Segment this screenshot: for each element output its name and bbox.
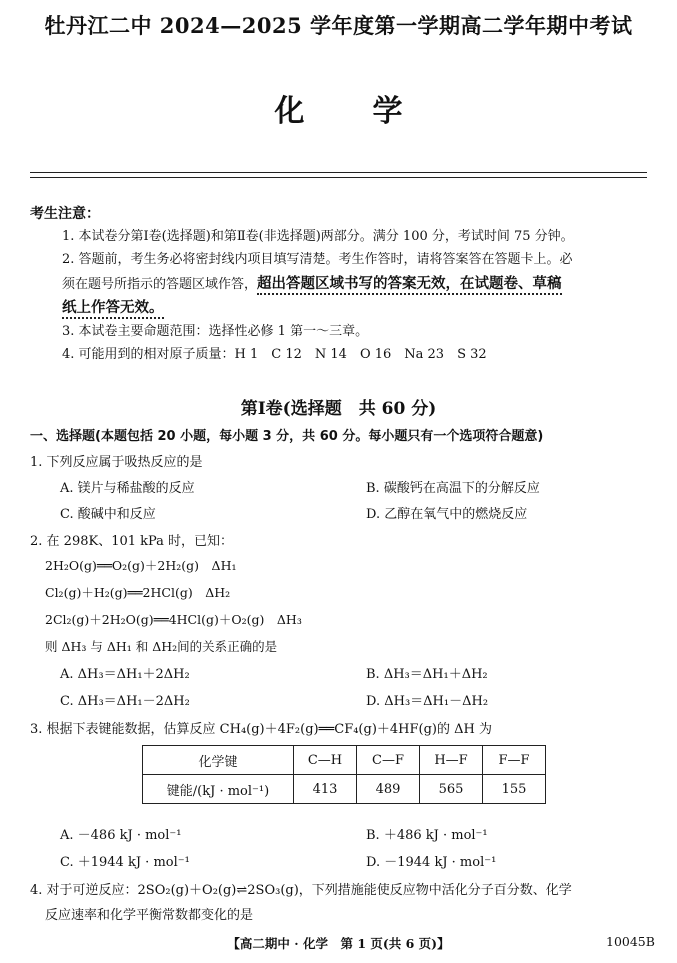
q2-stem: 2. 在 298K、101 kPa 时，已知： — [30, 534, 234, 549]
table-header-cell: F—F — [483, 746, 546, 775]
q3-option-d: D. －1944 kJ · mol⁻¹ — [366, 855, 497, 870]
notice-item-4: 4. 可能用到的相对原子质量：H 1 C 12 N 14 O 16 Na 23 S 32 — [62, 347, 487, 362]
q3-option-b: B. ＋486 kJ · mol⁻¹ — [366, 828, 488, 843]
q1-stem: 1. 下列反应属于吸热反应的是 — [30, 455, 203, 470]
q4-stem-line2: 反应速率和化学平衡常数都变化的是 — [45, 908, 254, 923]
table-cell: 565 — [420, 775, 483, 804]
notice-warning: 超出答题区域书写的答案无效，在试题卷、草稿 — [257, 276, 562, 295]
q4-stem-line1: 4. 对于可逆反应：2SO₂(g)＋O₂(g)⇌2SO₃(g)，下列措施能使反应物中活化分子百分数、化学 — [30, 883, 572, 898]
part-title: 一、选择题(本题包括 20 小题，每小题 3 分，共 60 分。每小题只有一个选项符合题意) — [30, 429, 544, 444]
table-cell: 键能/(kJ · mol⁻¹) — [143, 775, 294, 804]
q2-equation-1: 2H₂O(g)══O₂(g)＋2H₂(g) ΔH₁ — [45, 558, 237, 573]
q1-option-c: C. 酸碱中和反应 — [60, 507, 156, 522]
subject-title: 化学 — [274, 94, 471, 129]
section-title: 第Ⅰ卷(选择题 共 60 分) — [240, 399, 437, 419]
table-cell: 489 — [357, 775, 420, 804]
paper-code: 10045B — [606, 934, 655, 949]
table-header-cell: H—F — [420, 746, 483, 775]
notice-item-2-text: 须在题号所指示的答题区域作答， — [62, 277, 258, 292]
table-cell: 413 — [294, 775, 357, 804]
q2-option-a: A. ΔH₃＝ΔH₁＋2ΔH₂ — [60, 667, 190, 682]
notice-item-3: 3. 本试卷主要命题范围：选择性必修 1 第一～三章。 — [62, 324, 369, 339]
q2-question: 则 ΔH₃ 与 ΔH₁ 和 ΔH₂间的关系正确的是 — [45, 639, 278, 654]
q3-option-a: A. －486 kJ · mol⁻¹ — [60, 828, 182, 843]
q2-equation-3: 2Cl₂(g)＋2H₂O(g)══4HCl(g)＋O₂(g) ΔH₃ — [45, 612, 302, 627]
bond-energy-table — [142, 745, 546, 804]
header-rule-top — [30, 172, 647, 173]
table-header-cell: C—H — [294, 746, 357, 775]
notice-warning-end: 纸上作答无效。 — [62, 300, 164, 319]
q1-option-a: A. 镁片与稀盐酸的反应 — [60, 481, 195, 496]
table-header-cell: 化学键 — [143, 746, 294, 775]
q3-option-c: C. ＋1944 kJ · mol⁻¹ — [60, 855, 190, 870]
page-footer: 【高二期中 · 化学 第 1 页(共 6 页)】 — [227, 936, 450, 951]
notice-item-2-line3 — [62, 298, 164, 319]
table-header-cell: C—F — [357, 746, 420, 775]
notice-title: 考生注意： — [30, 206, 100, 222]
q1-option-d: D. 乙醇在氧气中的燃烧反应 — [366, 507, 528, 522]
notice-item-2-line2 — [62, 274, 562, 295]
notice-item-2-line1: 2. 答题前，考生务必将密封线内项目填写清楚。考生作答时，请将答案答在答题卡上。必 — [62, 252, 573, 267]
header-rule-bottom — [30, 177, 647, 178]
notice-item-1: 1. 本试卷分第Ⅰ卷(选择题)和第Ⅱ卷(非选择题)两部分。满分 100 分，考试时间 75 分钟。 — [62, 229, 574, 244]
table-cell: 155 — [483, 775, 546, 804]
q1-option-b: B. 碳酸钙在高温下的分解反应 — [366, 481, 540, 496]
q2-option-b: B. ΔH₃＝ΔH₁＋ΔH₂ — [366, 667, 488, 682]
q2-option-d: D. ΔH₃＝ΔH₁－ΔH₂ — [366, 694, 489, 709]
q2-equation-2: Cl₂(g)＋H₂(g)══2HCl(g) ΔH₂ — [45, 585, 231, 600]
exam-title: 牡丹江二中 2024—2025 学年度第一学期高二学年期中考试 — [44, 13, 633, 38]
q2-option-c: C. ΔH₃＝ΔH₁－2ΔH₂ — [60, 694, 190, 709]
table-row — [143, 775, 546, 804]
table-header-row — [143, 746, 546, 775]
q3-stem: 3. 根据下表键能数据，估算反应 CH₄(g)＋4F₂(g)══CF₄(g)＋4HF(g)的 ΔH 为 — [30, 722, 492, 737]
